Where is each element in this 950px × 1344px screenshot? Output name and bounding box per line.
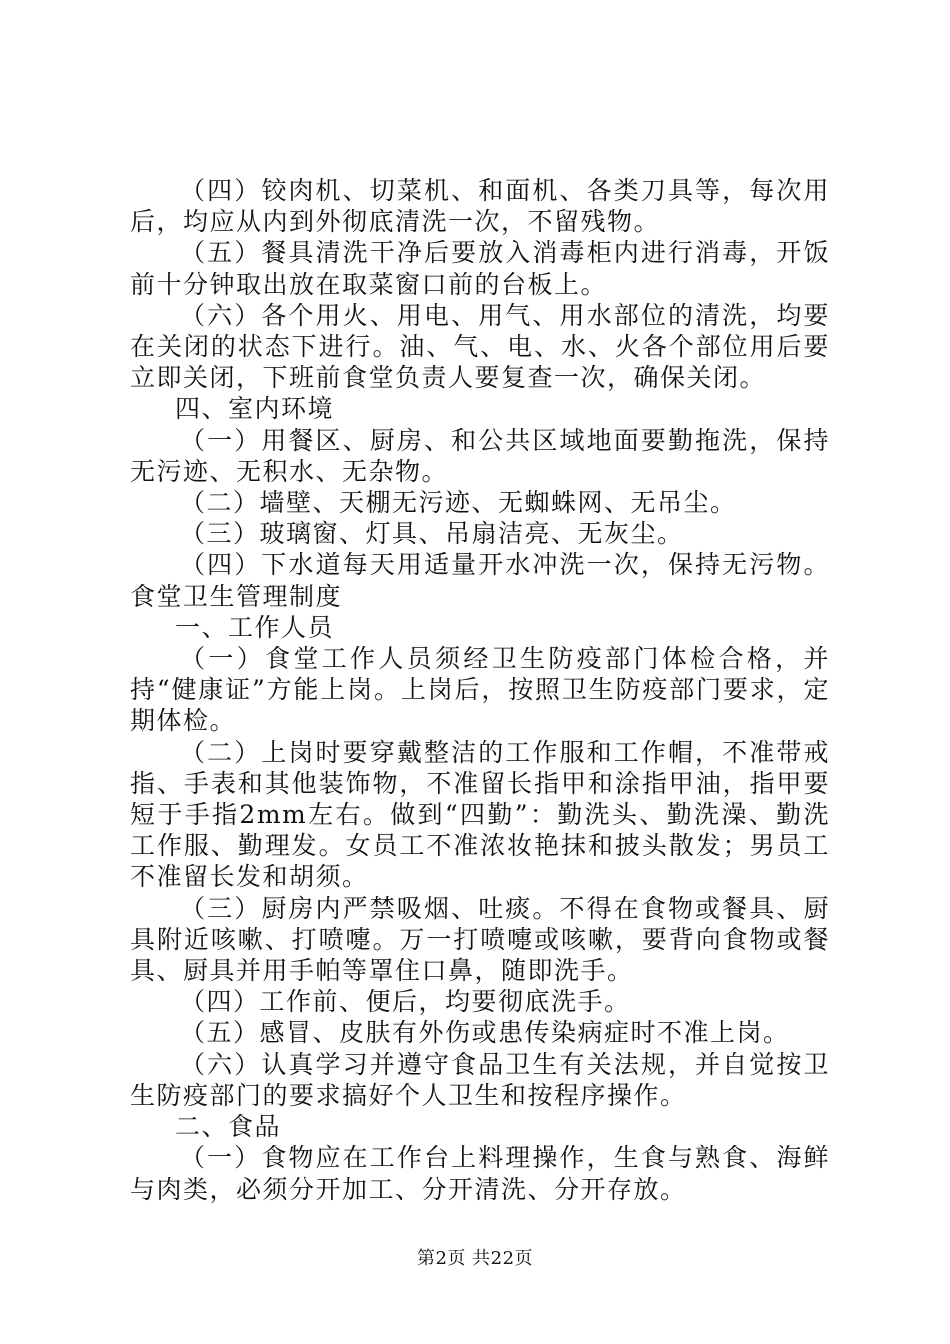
paragraph: （五）感冒、皮肤有外伤或患传染病症时不准上岗。 [180,1018,790,1048]
paragraph: （四）铰肉机、切菜机、和面机、各类刀具等，每次用后，均应从内到外彻底清洗一次，不留残物。 [130,176,830,237]
paragraph: （五）餐具清洗干净后要放入消毒柜内进行消毒，开饭前十分钟取出放在取菜窗口前的台板上。 [130,238,830,299]
section-heading: 二、食品 [175,1112,282,1142]
paragraph: （四）下水道每天用适量开水冲洗一次，保持无污物。食堂卫生管理制度 [130,550,830,611]
section-heading: 一、工作人员 [175,612,335,642]
paragraph: （六）各个用火、用电、用气、用水部位的清洗，均要在关闭的状态下进行。油、气、电、水、火各个部位用后要立即关闭，下班前食堂负责人要复查一次，确保关闭。 [130,300,830,393]
page-footer: 第2页 共22页 [416,1248,534,1269]
paragraph: （四）工作前、便后，均要彻底洗手。 [180,987,631,1017]
paragraph: （二）上岗时要穿戴整洁的工作服和工作帽，不准带戒指、手表和其他装饰物，不准留长指甲和涂指甲油，指甲要短于手指2mm左右。做到“四勤”：勤洗头、勤洗澡、勤洗工作服、勤理发。女员工不准浓妆艳抹和披头散发；男员工不准留长发和胡须。 [130,737,830,892]
paragraph: （一）食物应在工作台上料理操作，生食与熟食、海鲜与肉类，必须分开加工、分开清洗、分开存放。 [130,1143,830,1204]
paragraph: （二）墙壁、天棚无污迹、无蜘蛛网、无吊尘。 [180,488,737,518]
paragraph: （三）厨房内严禁吸烟、吐痰。不得在食物或餐具、厨具附近咳嗽、打喷嚏。万一打喷嚏或咳嗽，要背向食物或餐具、厨具并用手帕等罩住口鼻，随即洗手。 [130,893,830,986]
paragraph: （三）玻璃窗、灯具、吊扇洁亮、无灰尘。 [180,519,684,549]
document-body [130,175,830,1205]
paragraph: （一）食堂工作人员须经卫生防疫部门体检合格，并持“健康证”方能上岗。上岗后，按照卫生防疫部门要求，定期体检。 [130,644,830,736]
paragraph: （六）认真学习并遵守食品卫生有关法规，并自觉按卫生防疫部门的要求搞好个人卫生和按程序操作。 [130,1049,830,1110]
paragraph: （一）用餐区、厨房、和公共区域地面要勤拖洗，保持无污迹、无积水、无杂物。 [130,425,830,486]
section-heading: 四、室内环境 [175,394,335,424]
